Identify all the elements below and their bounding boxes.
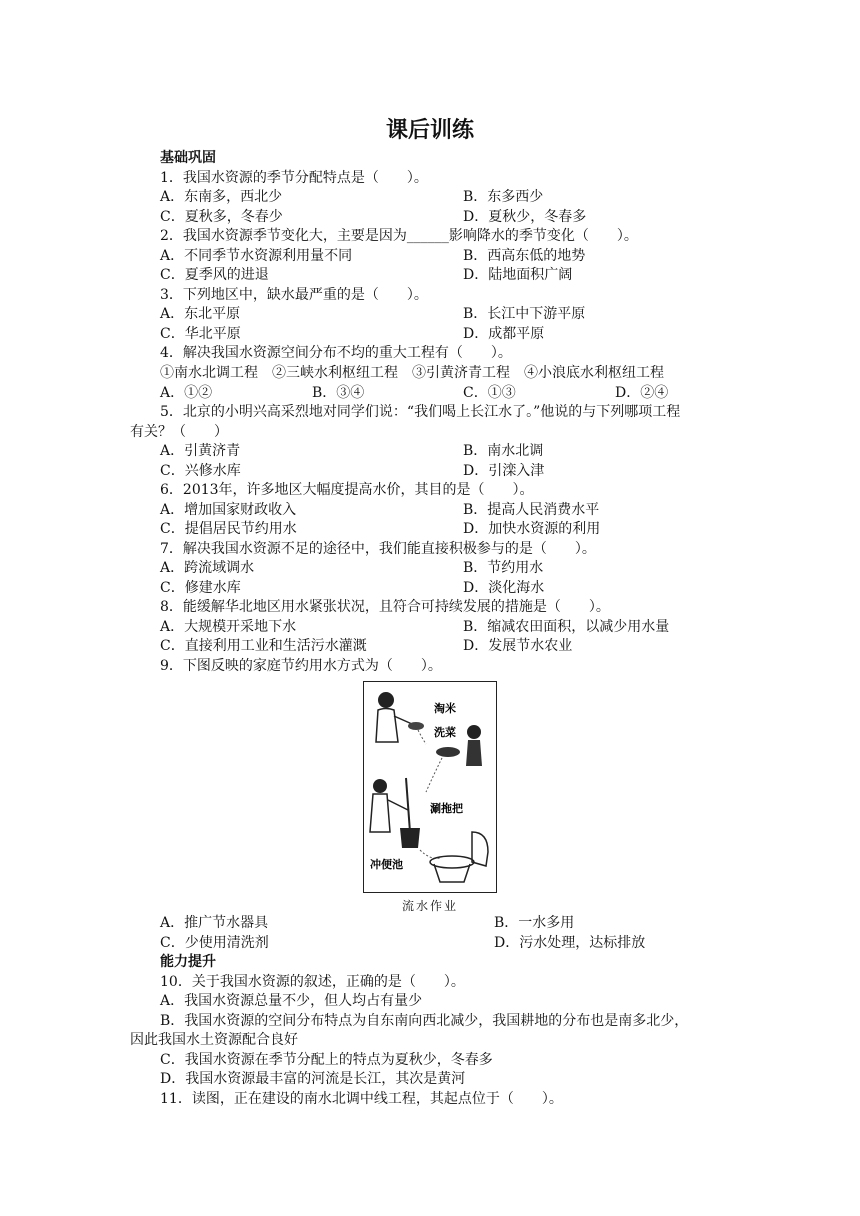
- question-8-option-b: B．缩减农田面积，以减少用水量: [463, 619, 670, 635]
- question-5-option-c: C．兴修水库: [160, 463, 241, 479]
- page-title: 课后训练: [385, 118, 474, 143]
- label-flush-toilet: 冲便池: [370, 858, 403, 871]
- mop-bucket-icon: [400, 828, 420, 848]
- question-5-option-a: A．引黄济青: [160, 443, 241, 459]
- question-6-option-c: C．提倡居民节约用水: [160, 521, 297, 537]
- question-3-option-c: C．华北平原: [160, 326, 241, 342]
- question-10-option-b: B．我国水资源的空间分布特点为自东南向西北减少，我国耕地的分布也是南多北少，: [160, 1013, 689, 1029]
- question-2-option-b: B．西高东低的地势: [463, 248, 586, 264]
- question-10-stem: 10．关于我国水资源的叙述，正确的是（ ）。: [160, 974, 465, 990]
- question-9-option-c: C．少使用清洗剂: [160, 935, 269, 951]
- question-2-option-c: C．夏季风的进退: [160, 267, 269, 283]
- question-5-stem-continued: 有关？（ ）: [130, 424, 228, 440]
- question-2-option-a: A．不同季节水资源利用量不同: [160, 248, 353, 264]
- woman-arm-icon: [394, 716, 412, 724]
- question-6-option-b: B．提高人民消费水平: [463, 502, 600, 518]
- question-10-option-c: C．我国水资源在季节分配上的特点为夏秋少，冬春多: [160, 1052, 493, 1068]
- question-8-option-d: D．发展节水农业: [463, 638, 573, 654]
- figure-caption: 流水作业: [401, 899, 458, 913]
- question-8-stem: 8．能缓解华北地区用水紧张状况，且符合可持续发展的措施是（ ）。: [160, 599, 610, 615]
- woman-body-icon: [376, 709, 398, 743]
- question-6-stem: 6．2013年，许多地区大幅度提高水价，其目的是（ ）。: [160, 482, 534, 498]
- question-9-option-b: B．一水多用: [494, 915, 575, 931]
- question-10-option-a: A．我国水资源总量不少，但人均占有量少: [160, 993, 423, 1009]
- question-9-option-a: A．推广节水器具: [160, 915, 269, 931]
- question-7-option-b: B．节约用水: [463, 560, 544, 576]
- question-5-stem: 5．北京的小明兴高采烈地对同学们说：“我们喝上长江水了。”他说的与下列哪项工程: [160, 404, 681, 420]
- question-8-option-a: A．大规模开采地下水: [160, 619, 297, 635]
- question-1-option-a: A．东南多，西北少: [160, 189, 283, 205]
- mop-woman-body-icon: [370, 794, 390, 832]
- question-4-option-a: A．①②: [160, 385, 213, 401]
- mop-woman-head-icon: [373, 779, 387, 793]
- section-heading-ability: 能力提升: [160, 954, 216, 970]
- water-reuse-drawing: [364, 682, 495, 891]
- man-head-icon: [467, 725, 481, 739]
- man-body-icon: [466, 740, 482, 766]
- label-wash-rice: 淘米: [434, 702, 456, 715]
- question-1-stem: 1．我国水资源的季节分配特点是（ ）。: [160, 170, 428, 186]
- question-11-stem: 11．读图，正在建设的南水北调中线工程，其起点位于（ ）。: [160, 1091, 563, 1107]
- question-6-option-a: A．增加国家财政收入: [160, 502, 297, 518]
- question-9-stem: 9．下图反映的家庭节约用水方式为（ ）。: [160, 658, 442, 674]
- question-7-stem: 7．解决我国水资源不足的途径中，我们能直接积极参与的是（ ）。: [160, 541, 596, 557]
- question-6-option-d: D．加快水资源的利用: [463, 521, 601, 537]
- question-1-option-d: D．夏秋少，冬春多: [463, 209, 587, 225]
- question-5-option-d: D．引滦入津: [463, 463, 545, 479]
- question-1-option-b: B．东多西少: [463, 189, 544, 205]
- question-3-option-d: D．成都平原: [463, 326, 545, 342]
- question-7-option-c: C．修建水库: [160, 580, 241, 596]
- question-2-stem: 2．我国水资源季节变化大，主要是因为______影响降水的季节变化（ ）。: [160, 228, 638, 244]
- question-7-option-d: D．淡化海水: [463, 580, 545, 596]
- question-1-option-c: C．夏秋多，冬春少: [160, 209, 283, 225]
- question-10-option-b-continued: 因此我国水土资源配合良好: [130, 1032, 298, 1048]
- question-2-option-d: D．陆地面积广阔: [463, 267, 573, 283]
- question-7-option-a: A．跨流域调水: [160, 560, 255, 576]
- rice-bowl-icon: [408, 722, 424, 730]
- water-stream-icon: [418, 730, 426, 744]
- question-4-items: ①南水北调工程 ②三峡水利枢纽工程 ③引黄济青工程 ④小浪底水利枢纽工程: [160, 365, 664, 381]
- question-3-option-a: A．东北平原: [160, 306, 241, 322]
- question-3-stem: 3．下列地区中，缺水最严重的是（ ）。: [160, 287, 428, 303]
- question-9-option-d: D．污水处理，达标排放: [494, 935, 646, 951]
- question-8-option-c: C．直接利用工业和生活污水灌溉: [160, 638, 367, 654]
- label-rinse-mop: 涮拖把: [430, 802, 463, 815]
- question-4-option-c: C．①③: [463, 385, 516, 401]
- mop-woman-arm-icon: [388, 800, 408, 810]
- vegetable-basin-icon: [436, 747, 460, 757]
- woman-head-icon: [378, 692, 394, 708]
- water-saving-illustration: [363, 681, 497, 893]
- mop-handle-icon: [406, 778, 410, 832]
- question-4-stem: 4．解决我国水资源空间分布不均的重大工程有（ ）。: [160, 345, 512, 361]
- question-3-option-b: B．长江中下游平原: [463, 306, 586, 322]
- water-stream-icon: [426, 758, 442, 792]
- question-4-option-b: B．③④: [312, 385, 365, 401]
- toilet-bowl-icon: [430, 856, 474, 868]
- label-wash-vegetables: 洗菜: [434, 726, 456, 739]
- section-heading-basic: 基础巩固: [160, 150, 216, 166]
- question-5-option-b: B．南水北调: [463, 443, 544, 459]
- question-4-option-d: D．②④: [615, 385, 669, 401]
- question-10-option-d: D．我国水资源最丰富的河流是长江，其次是黄河: [160, 1071, 466, 1087]
